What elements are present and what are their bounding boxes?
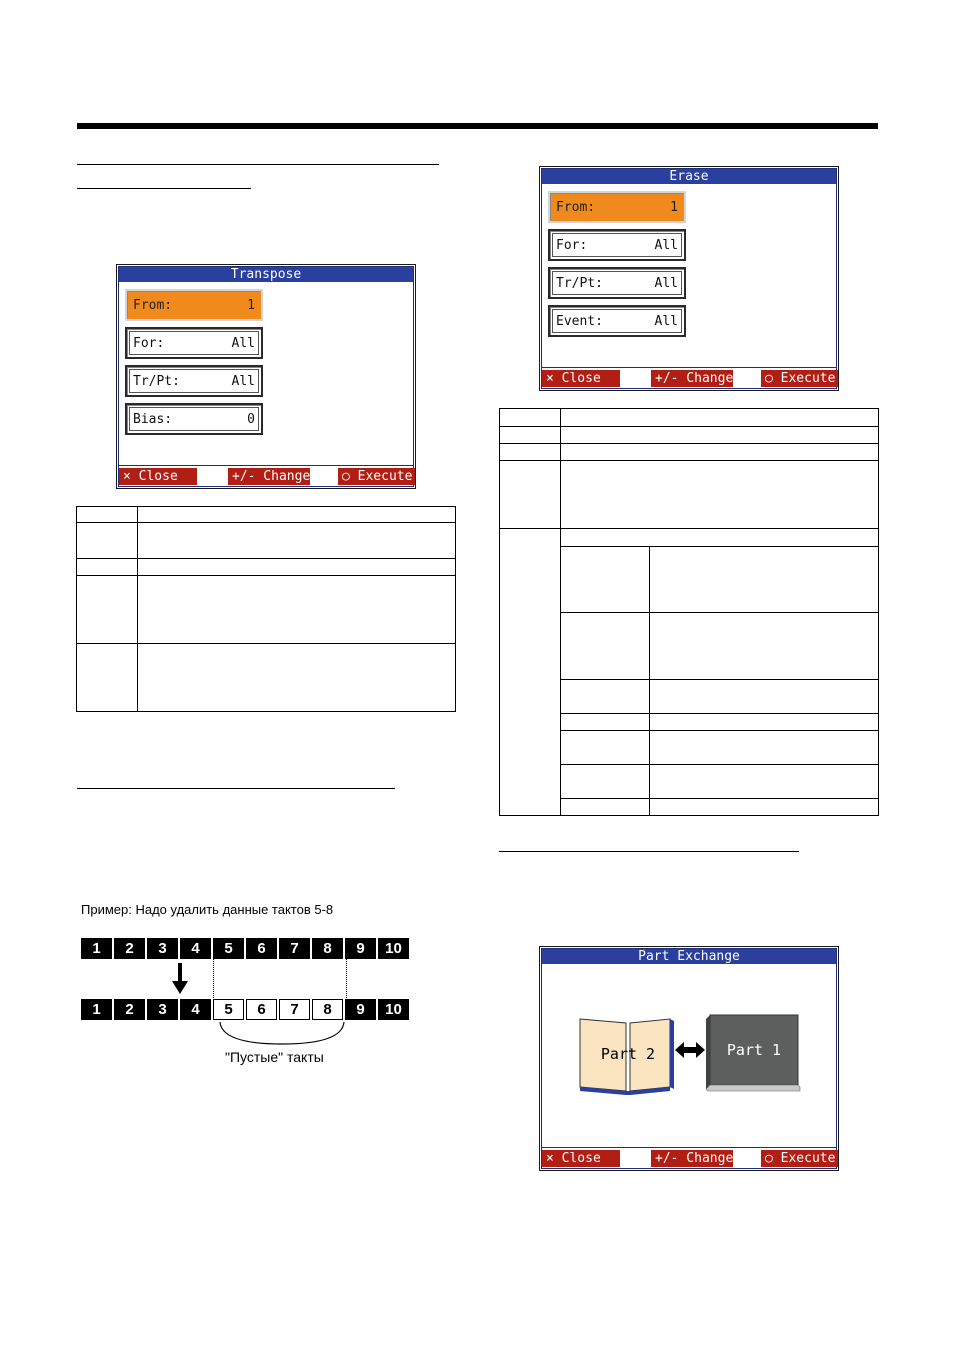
table-cell (561, 613, 650, 680)
transpose-field-trpt[interactable] (125, 365, 263, 397)
book-right-label: Part 1 (726, 1041, 782, 1059)
bar-empty: 8 (312, 999, 343, 1020)
field-label: For: (133, 335, 165, 351)
table-cell (500, 529, 561, 816)
table-cell (561, 731, 650, 765)
book-left-label: Part 2 (600, 1045, 656, 1063)
bar: 9 (345, 999, 376, 1020)
erase-field-from[interactable] (548, 191, 686, 223)
change-button[interactable]: +/- Change (228, 468, 310, 485)
table-cell (138, 523, 456, 559)
empty-bars-brace (218, 1020, 346, 1048)
table-cell (561, 529, 879, 547)
table-cell (650, 799, 879, 816)
table-cell (561, 409, 879, 427)
execute-button[interactable]: ○ Execute (761, 1150, 838, 1167)
field-label: Tr/Pt: (556, 275, 603, 291)
part-exchange-screen (539, 946, 839, 1171)
transpose-button-bar (119, 465, 413, 486)
empty-bars-label: "Пустые" такты (225, 1049, 324, 1065)
table-cell (500, 409, 561, 427)
table-cell (561, 547, 650, 613)
table-cell (650, 765, 879, 799)
bar: 6 (246, 938, 277, 959)
field-value: All (231, 373, 255, 389)
part-exchange-title: Part Exchange (542, 949, 836, 964)
table-cell (500, 461, 561, 529)
field-value: 1 (247, 297, 255, 313)
part-exchange-button-bar (542, 1147, 836, 1168)
down-arrow-icon (172, 963, 188, 995)
bar-empty: 5 (213, 999, 244, 1020)
bar: 3 (147, 999, 178, 1020)
field-label: Tr/Pt: (133, 373, 180, 389)
heading-underline-4 (499, 851, 799, 852)
table-cell (77, 523, 138, 559)
header-rule (77, 123, 878, 129)
bar: 1 (81, 938, 112, 959)
bars-before (81, 938, 409, 959)
bar: 5 (213, 938, 244, 959)
table-cell (77, 576, 138, 644)
table-cell (138, 644, 456, 712)
field-label: Bias: (133, 411, 173, 427)
field-label: Event: (556, 313, 603, 329)
field-label: From: (556, 199, 596, 215)
field-value: All (654, 313, 678, 329)
erase-button-bar (542, 367, 836, 388)
table-cell (561, 461, 879, 529)
bar: 4 (180, 938, 211, 959)
table-cell (77, 559, 138, 576)
table-cell (500, 427, 561, 444)
field-value: All (654, 275, 678, 291)
heading-underline-3 (77, 788, 395, 789)
field-value: 0 (247, 411, 255, 427)
heading-underline-2 (77, 188, 251, 189)
change-button[interactable]: +/- Change (651, 370, 733, 387)
table-cell (138, 576, 456, 644)
bar: 7 (279, 938, 310, 959)
field-value: All (654, 237, 678, 253)
table-cell (561, 765, 650, 799)
bar: 2 (114, 999, 145, 1020)
erase-title: Erase (542, 169, 836, 184)
table-cell (561, 427, 879, 444)
table-cell (138, 507, 456, 523)
bar: 1 (81, 999, 112, 1020)
bar: 10 (378, 938, 409, 959)
change-button[interactable]: +/- Change (651, 1150, 733, 1167)
erase-param-table (499, 408, 879, 816)
field-value: All (231, 335, 255, 351)
bar-empty: 7 (279, 999, 310, 1020)
transpose-screen (116, 264, 416, 489)
erase-field-for[interactable] (548, 229, 686, 261)
close-button[interactable]: × Close (542, 1150, 620, 1167)
bar: 9 (345, 938, 376, 959)
swap-arrow-icon (675, 1041, 705, 1059)
field-value: 1 (670, 199, 678, 215)
heading-underline-1 (77, 164, 439, 165)
example-caption: Пример: Надо удалить данные тактов 5-8 (81, 902, 334, 917)
guide-line-right (346, 959, 347, 1000)
erase-field-trpt[interactable] (548, 267, 686, 299)
transpose-field-from[interactable] (125, 289, 263, 321)
bar-empty: 6 (246, 999, 277, 1020)
table-cell (650, 547, 879, 613)
transpose-field-bias[interactable] (125, 403, 263, 435)
guide-line-left (213, 959, 214, 1000)
bar: 3 (147, 938, 178, 959)
erase-screen (539, 166, 839, 391)
table-cell (561, 680, 650, 714)
transpose-title: Transpose (119, 267, 413, 282)
close-button[interactable]: × Close (119, 468, 197, 485)
field-label: For: (556, 237, 588, 253)
erase-field-event[interactable] (548, 305, 686, 337)
transpose-field-for[interactable] (125, 327, 263, 359)
table-cell (500, 444, 561, 461)
table-cell (561, 714, 650, 731)
bar: 4 (180, 999, 211, 1020)
bar: 2 (114, 938, 145, 959)
table-cell (561, 799, 650, 816)
transpose-param-table (76, 506, 456, 712)
table-cell (138, 559, 456, 576)
table-cell (650, 714, 879, 731)
bars-after (81, 999, 409, 1020)
bar: 8 (312, 938, 343, 959)
table-cell (650, 680, 879, 714)
table-cell (650, 613, 879, 680)
table-cell (650, 731, 879, 765)
close-button[interactable]: × Close (542, 370, 620, 387)
table-cell (77, 507, 138, 523)
table-cell (561, 444, 879, 461)
table-cell (77, 644, 138, 712)
execute-button[interactable]: ○ Execute (761, 370, 838, 387)
execute-button[interactable]: ○ Execute (338, 468, 415, 485)
bar: 10 (378, 999, 409, 1020)
field-label: From: (133, 297, 173, 313)
